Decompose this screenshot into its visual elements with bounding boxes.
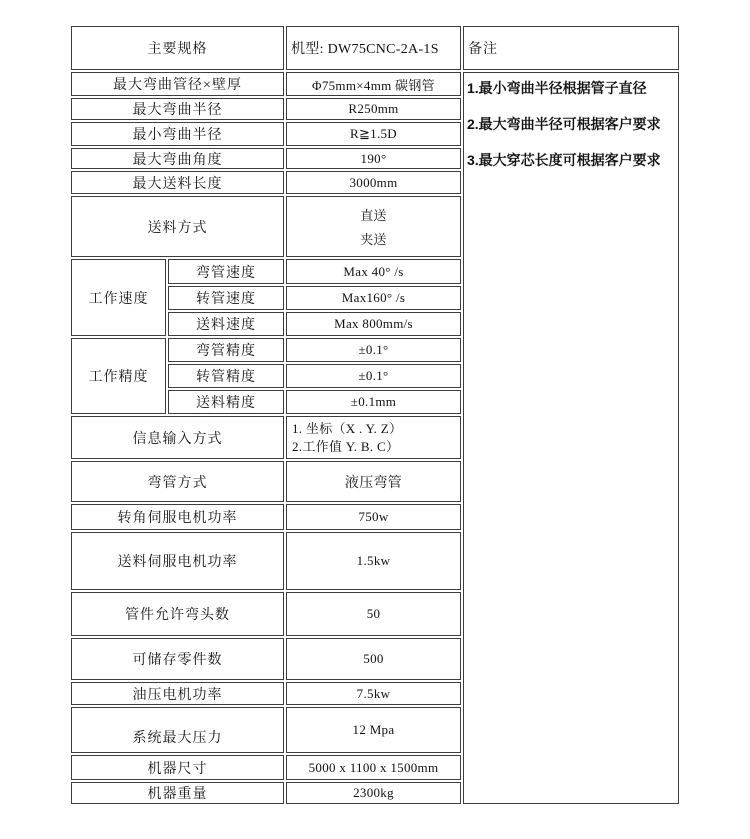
spec-subrow [168, 390, 461, 414]
spec-row-pipe-diameter [71, 72, 461, 96]
spec-label: 油压电机功率 [71, 682, 284, 705]
spec-label: 管件允许弯头数 [71, 592, 284, 636]
spec-label: 弯管方式 [71, 461, 284, 502]
spec-row-min-bend-radius [71, 122, 461, 146]
spec-label: 机器尺寸 [71, 755, 284, 780]
spec-sublabel: 送料精度 [168, 390, 284, 414]
spec-value: ±0.1° [286, 364, 461, 388]
group-work-precision [71, 338, 461, 414]
spec-value: R≧1.5D [286, 122, 461, 146]
header-model: 机型: DW75CNC-2A-1S [286, 26, 461, 70]
spec-value: 1.5kw [286, 532, 461, 590]
spec-value: 500 [286, 638, 461, 680]
remarks-notes [463, 72, 679, 804]
group-subrows [168, 338, 461, 414]
spec-label: 最大弯曲角度 [71, 148, 284, 169]
spec-value: Max160° /s [286, 286, 461, 310]
group-subrows [168, 259, 461, 336]
remark-item: 2.最大弯曲半径可根据客户要求 [467, 116, 661, 132]
spec-row-max-bend-radius [71, 98, 461, 120]
spec-value: 2300kg [286, 782, 461, 804]
spec-value: 50 [286, 592, 461, 636]
spec-subrow [168, 364, 461, 388]
header-main-spec: 主要规格 [71, 26, 284, 70]
group-work-speed [71, 259, 461, 336]
spec-value: 7.5kw [286, 682, 461, 705]
spec-table [71, 26, 679, 804]
header-remarks: 备注 [463, 26, 679, 70]
input-mode-line: 1. 坐标（X . Y. Z） [292, 420, 403, 436]
spec-subrow [168, 286, 461, 310]
spec-row-feed-servo-power [71, 532, 461, 590]
spec-sublabel: 转管精度 [168, 364, 284, 388]
spec-row-angle-servo-power [71, 504, 461, 530]
spec-value: Φ75mm×4mm 碳钢管 [286, 72, 461, 96]
spec-row-input-mode [71, 416, 461, 459]
spec-subrow [168, 259, 461, 284]
spec-label: 可储存零件数 [71, 638, 284, 680]
spec-row-hydraulic-motor-power [71, 682, 461, 705]
spec-value [286, 196, 461, 257]
header-row [71, 26, 461, 70]
spec-label: 最大弯曲管径×壁厚 [71, 72, 284, 96]
spec-row-allowed-bends [71, 592, 461, 636]
spec-row-machine-size [71, 755, 461, 780]
group-label: 工作速度 [71, 259, 166, 336]
spec-value: ±0.1mm [286, 390, 461, 414]
remarks-column [463, 26, 679, 804]
feed-mode-option: 直送 [360, 208, 387, 224]
spec-label: 机器重量 [71, 782, 284, 804]
spec-value: 190° [286, 148, 461, 169]
spec-row-max-feed-length [71, 171, 461, 194]
spec-row-bend-method [71, 461, 461, 502]
spec-label: 最大弯曲半径 [71, 98, 284, 120]
spec-value: Max 40° /s [286, 259, 461, 284]
spec-label: 最大送料长度 [71, 171, 284, 194]
spec-row-max-system-pressure [71, 707, 461, 753]
spec-value: 液压弯管 [286, 461, 461, 502]
main-spec-column [71, 26, 461, 804]
spec-sublabel: 送料速度 [168, 312, 284, 336]
feed-mode-option: 夹送 [360, 231, 387, 247]
input-mode-line: 2.工作值 Y. B. C） [292, 438, 400, 454]
remark-item: 1.最小弯曲半径根据管子直径 [467, 80, 647, 96]
spec-row-max-bend-angle [71, 148, 461, 169]
spec-value: Max 800mm/s [286, 312, 461, 336]
spec-value: ±0.1° [286, 338, 461, 362]
spec-row-storable-parts [71, 638, 461, 680]
spec-label: 送料方式 [71, 196, 284, 257]
spec-label: 送料伺服电机功率 [71, 532, 284, 590]
spec-value: 12 Mpa [286, 707, 461, 753]
spec-label: 最小弯曲半径 [71, 122, 284, 146]
spec-value [286, 416, 461, 459]
spec-value: 5000 x 1100 x 1500mm [286, 755, 461, 780]
spec-sublabel: 转管速度 [168, 286, 284, 310]
spec-value: 3000mm [286, 171, 461, 194]
spec-subrow [168, 338, 461, 362]
spec-label: 系统最大压力 [71, 707, 284, 753]
spec-sublabel: 弯管精度 [168, 338, 284, 362]
spec-row-machine-weight [71, 782, 461, 804]
spec-row-feed-mode [71, 196, 461, 257]
spec-label: 转角伺服电机功率 [71, 504, 284, 530]
group-label: 工作精度 [71, 338, 166, 414]
spec-label: 信息输入方式 [71, 416, 284, 459]
spec-subrow [168, 312, 461, 336]
spec-value: 750w [286, 504, 461, 530]
spec-value: R250mm [286, 98, 461, 120]
spec-sublabel: 弯管速度 [168, 259, 284, 284]
remark-item: 3.最大穿芯长度可根据客户要求 [467, 152, 661, 168]
